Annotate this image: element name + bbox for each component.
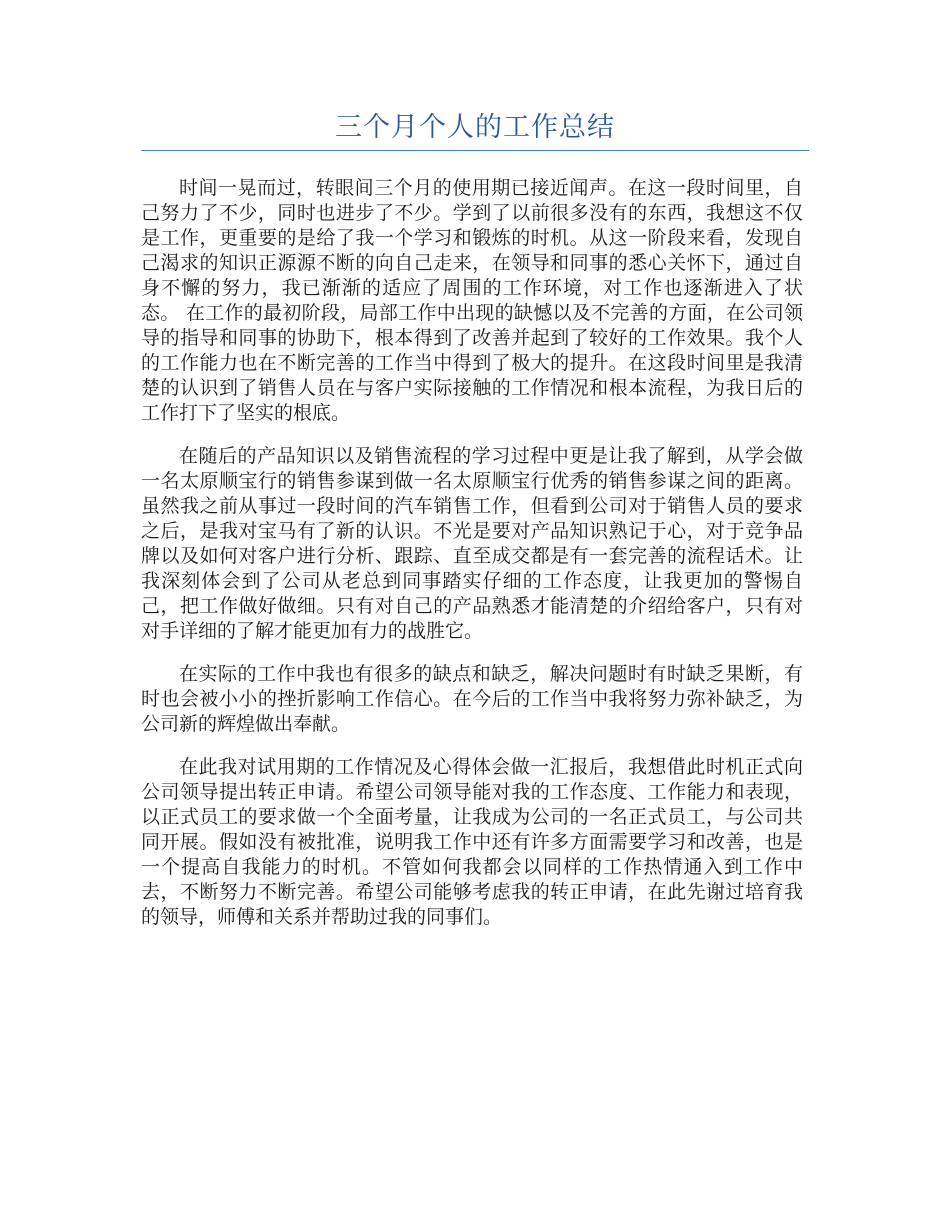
title-underline [141,150,809,151]
paragraph-2: 在随后的产品知识以及销售流程的学习过程中更是让我了解到，从学会做一名太原顺宝行的销售参谋到做一名太原顺宝行优秀的销售参谋之间的距离。虽然我之前从事过一段时间的汽车销售工作，但看到公司对于销售人员的要求之后，是我对宝马有了新的认识。不光是要对产品知识熟记于心，对于竞争品牌以及如何对客户进行分析、跟踪、直至成交都是有一套完善的流程话术。让我深刻体会到了公司从老总到同事踏实仔细的工作态度，让我更加的警惕自己，把工作做好做细。只有对自己的产品熟悉才能清楚的介绍给客户，只有对对手详细的了解才能更加有力的战胜它。 [141,445,803,642]
paragraph-1: 时间一晃而过，转眼间三个月的使用期已接近闻声。在这一段时间里，自己努力了不少，同时也进步了不少。学到了以前很多没有的东西，我想这不仅是工作，更重要的是给了我一个学习和锻炼的时机。从这一阶段来看，发现自己渴求的知识正源源不断的向自己走来，在领导和同事的悉心关怀下，通过自身不懈的努力，我已渐渐的适应了周围的工作环境，对工作也逐渐进入了状态。 在工作的最初阶段，局部工作中出现的缺憾以及不完善的方面，在公司领导的指导和同事的协助下，根本得到了改善并起到了较好的工作效果。我个人的工作能力也在不断完善的工作当中得到了极大的提升。在这段时间里是我清楚的认识到了销售人员在与客户实际接触的工作情况和根本流程，为我日后的工作打下了坚实的根底。 [141,177,803,424]
document-body [141,176,803,948]
document-title: 三个月个人的工作总结 [335,112,615,143]
paragraph-3: 在实际的工作中我也有很多的缺点和缺乏，解决问题时有时缺乏果断，有时也会被小小的挫折影响工作信心。在今后的工作当中我将努力弥补缺乏，为公司新的辉煌做出奉献。 [141,663,803,735]
paragraph-4: 在此我对试用期的工作情况及心得体会做一汇报后，我想借此时机正式向公司领导提出转正申请。希望公司领导能对我的工作态度、工作能力和表现，以正式员工的要求做一个全面考量，让我成为公司的一名正式员工，与公司共同开展。假如没有被批准，说明我工作中还有许多方面需要学习和改善，也是一个提高自我能力的时机。不管如何我都会以同样的工作热情通入到工作中去，不断努力不断完善。希望公司能够考虑我的转正申请，在此先谢过培育我的领导，师傅和关系并帮助过我的同事们。 [141,756,803,928]
